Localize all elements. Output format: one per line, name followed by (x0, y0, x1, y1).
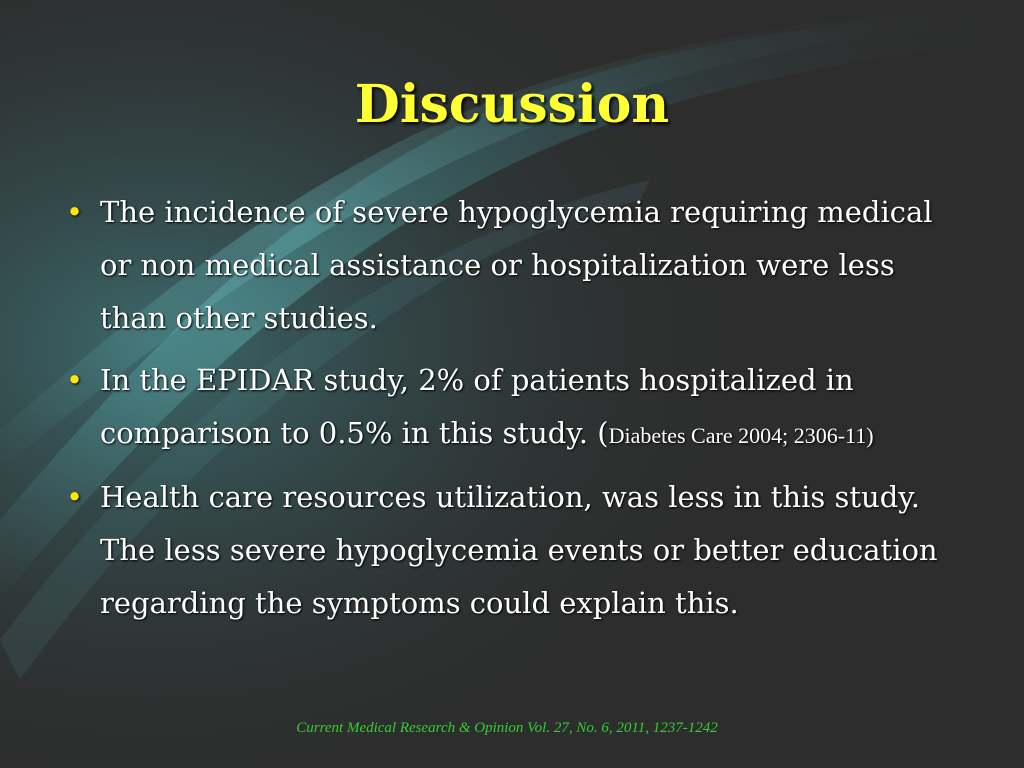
bullet-text: In the EPIDAR study, 2% of patients hospitalized in comparison to 0.5% in this study. ( (100, 363, 854, 450)
footer-reference: Current Medical Research & Opinion Vol. 27, No. 6, 2011, 1237-1242 (296, 720, 718, 736)
bullet-text: The incidence of severe hypoglycemia requiring medical or non medical assistance or hospitalization were less than other studies. (100, 195, 933, 335)
bullet-item (62, 354, 962, 462)
bullet-icon: • (66, 363, 84, 397)
slide-title: Discussion (354, 74, 670, 135)
bullet-item (62, 471, 962, 630)
bullet-item (62, 186, 962, 345)
bullet-icon: • (66, 195, 84, 229)
bullet-text: Health care resources utilization, was less in this study. The less severe hypoglycemia events or better education regarding the symptoms could explain this. (100, 480, 938, 620)
bullet-list (62, 186, 962, 639)
bullet-citation: Diabetes Care 2004; 2306-11) (608, 423, 874, 448)
bullet-icon: • (66, 480, 84, 514)
